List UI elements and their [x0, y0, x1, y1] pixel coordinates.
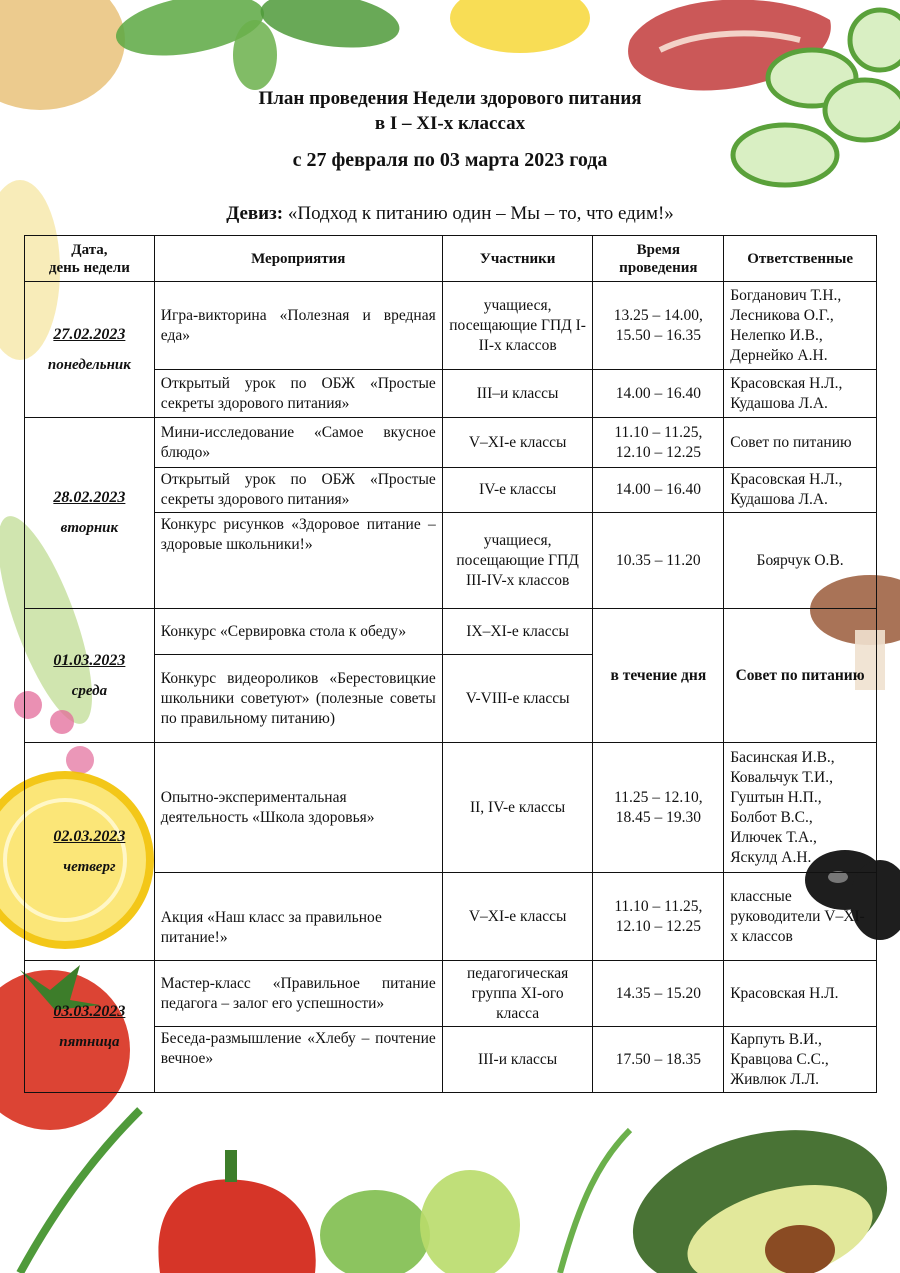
- participants-cell: учащиеся, посещающие ГПД I-II-х классов: [442, 282, 593, 370]
- day-cell: [25, 418, 155, 609]
- table-row: [25, 418, 877, 468]
- responsible-cell: Красовская Н.Л., Кудашова Л.А.: [724, 370, 877, 418]
- table-row: [25, 743, 877, 873]
- day-date: 03.03.2023: [53, 1002, 126, 1020]
- header-responsible: Ответственные: [724, 236, 877, 282]
- table-row: [25, 282, 877, 370]
- responsible-cell: классные руководители V–XI-х классов: [724, 873, 877, 961]
- responsible-cell: Карпуть В.И., Кравцова С.С., Живлюк Л.Л.: [724, 1027, 877, 1093]
- page-dates: с 27 февраля по 03 марта 2023 года: [292, 149, 608, 171]
- time-cell: 11.10 – 11.25, 12.10 – 12.25: [593, 873, 724, 961]
- event-cell: Игра-викторина «Полезная и вредная еда»: [154, 282, 442, 370]
- responsible-cell: Совет по питанию: [724, 418, 877, 468]
- event-cell: Акция «Наш класс за правильное питание!»: [154, 873, 442, 961]
- motto-text: «Подход к питанию один – Мы – то, что едим!»: [287, 203, 674, 224]
- pepper-icon: [158, 1150, 315, 1273]
- table-row: [25, 609, 877, 655]
- event-cell: Конкурс рисунков «Здоровое питание – здоровые школьники!»: [154, 513, 442, 609]
- day-date: 02.03.2023: [53, 827, 126, 845]
- motto: [0, 203, 900, 225]
- day-weekday: среда: [71, 682, 108, 699]
- responsible-cell: Красовская Н.Л., Кудашова Л.А.: [724, 468, 877, 513]
- page-title: План проведения Недели здорового питания: [258, 88, 642, 109]
- day-weekday: вторник: [60, 520, 119, 536]
- day-date: 27.02.2023: [53, 325, 126, 343]
- event-cell: Конкурс видеороликов «Берестовицкие школьники советуют» (полезные советы по правильному питанию): [154, 655, 442, 743]
- header-event: Мероприятия: [154, 236, 442, 282]
- header-date: Дата, день недели: [25, 236, 155, 282]
- motto-label: Девиз:: [226, 203, 284, 224]
- header-time: Время проведения: [593, 236, 724, 282]
- event-cell: Конкурс «Сервировка стола к обеду»: [154, 609, 442, 655]
- header-participants: Участники: [442, 236, 593, 282]
- responsible-cell: Красовская Н.Л.: [724, 961, 877, 1027]
- time-cell: 11.10 – 11.25, 12.10 – 12.25: [593, 418, 724, 468]
- participants-cell: V–XI-е классы: [442, 873, 593, 961]
- event-cell: Беседа-размышление «Хлебу – почтение вечное»: [154, 1027, 442, 1093]
- event-cell: Открытый урок по ОБЖ «Простые секреты здорового питания»: [154, 468, 442, 513]
- time-cell: 14.35 – 15.20: [593, 961, 724, 1027]
- day-date: 28.02.2023: [53, 489, 126, 506]
- day-cell: [25, 282, 155, 418]
- avocado-icon: [615, 1104, 900, 1273]
- day-cell: [25, 609, 155, 743]
- time-cell: 14.00 – 16.40: [593, 370, 724, 418]
- day-weekday: понедельник: [47, 356, 131, 373]
- participants-cell: V-VIII-е классы: [442, 655, 593, 743]
- time-cell: 17.50 – 18.35: [593, 1027, 724, 1093]
- event-cell: Мастер-класс «Правильное питание педагога – залог его успешности»: [154, 961, 442, 1027]
- time-cell: 14.00 – 16.40: [593, 468, 724, 513]
- time-cell: в течение дня: [593, 609, 724, 743]
- participants-cell: IV-е классы: [442, 468, 593, 513]
- responsible-cell: Богданович Т.Н., Лесникова О.Г., Нелепко И.В., Дернейко А.Н.: [724, 282, 877, 370]
- cabbage-icon: [320, 1170, 520, 1273]
- table-row: [25, 961, 877, 1027]
- participants-cell: III-и классы: [442, 1027, 593, 1093]
- day-cell: [25, 743, 155, 961]
- day-cell: [25, 961, 155, 1093]
- participants-cell: II, IV-е классы: [442, 743, 593, 873]
- table-header-row: [25, 236, 877, 282]
- lemon-icon: [450, 0, 590, 53]
- day-weekday: пятница: [59, 1033, 120, 1050]
- event-cell: Открытый урок по ОБЖ «Простые секреты здорового питания»: [154, 370, 442, 418]
- participants-cell: педагогическая группа XI-ого класса: [442, 961, 593, 1027]
- responsible-cell: Совет по питанию: [724, 609, 877, 743]
- schedule-table: [24, 235, 877, 1093]
- participants-cell: учащиеся, посещающие ГПД III-IV-х классов: [442, 513, 593, 609]
- responsible-cell: Басинская И.В., Ковальчук Т.И., Гуштын Н.П., Болбот В.С., Илючек Т.А., Яскулд А.Н.: [724, 743, 877, 873]
- participants-cell: V–XI-е классы: [442, 418, 593, 468]
- event-cell: Опытно-экспериментальная деятельность «Школа здоровья»: [154, 743, 442, 873]
- day-date: 01.03.2023: [53, 651, 126, 669]
- day-weekday: четверг: [63, 858, 116, 875]
- participants-cell: IX–XI-е классы: [442, 609, 593, 655]
- responsible-cell: Боярчук О.В.: [724, 513, 877, 609]
- participants-cell: III–и классы: [442, 370, 593, 418]
- event-cell: Мини-исследование «Самое вкусное блюдо»: [154, 418, 442, 468]
- page-subtitle-classes: в I – XI-х классах: [374, 113, 526, 134]
- time-cell: 10.35 – 11.20: [593, 513, 724, 609]
- time-cell: 11.25 – 12.10, 18.45 – 19.30: [593, 743, 724, 873]
- time-cell: 13.25 – 14.00, 15.50 – 16.35: [593, 282, 724, 370]
